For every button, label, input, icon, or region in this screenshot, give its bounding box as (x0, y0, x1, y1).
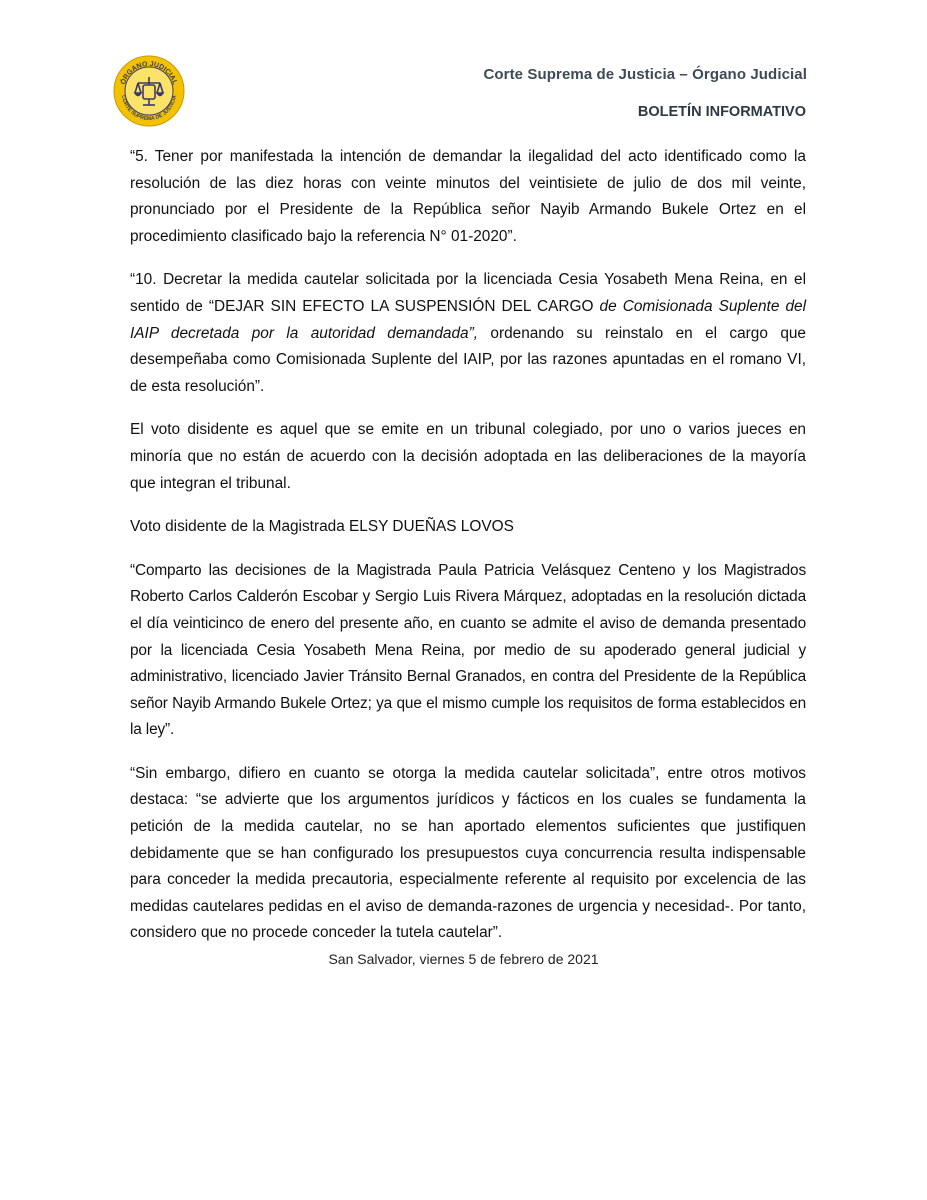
seal-text-top: ÓRGANO JUDICIAL (119, 60, 179, 86)
paragraph-dissenting-vote-title: Voto disidente de la Magistrada ELSY DUEÑAS LOVOS (130, 518, 514, 536)
paragraph-dissenting-definition: El voto disidente es aquel que se emite en un tribunal colegiado, por uno o varios jueces en minoría que no están de acuerdo con la decisión adoptada en las deliberaciones de la mayoría que integran el tribunal. (130, 421, 806, 492)
paragraph-dissenting-reasons: “Sin embargo, difiero en cuanto se otorga la medida cautelar solicitada”, entre otros motivos destaca: “se advierte que los argumentos jurídicos y fácticos en los cuales se fundamenta la petición de la medida cautelar, no se han aportado elementos suficientes que justifiquen debidamente que se han configurado los presupuestos cuya concurrencia resulta indispensable para conceder la medida precautoria, especialmente referente al requisito por excelencia de las medidas cautelares pedidas en el aviso de demanda-razones de urgencia y necesidad-. Por tanto, considero que no procede conceder la tutela cautelar”. (130, 764, 806, 942)
paragraph-dissenting-agreement: “Comparto las decisiones de la Magistrada Paula Patricia Velásquez Centeno y los Magistrados Roberto Carlos Calderón Escobar y Sergio Luis Rivera Márquez, adoptadas en la resolución dictada el día veinticinco de enero del presente año, en cuanto se admite el aviso de demanda presentado por la licenciada Cesia Yosabeth Mena Reina, por medio de su apoderado general judicial y administrativo, licenciado Javier Tránsito Bernal Granados, en contra del Presidente de la República señor Nayib Armando Bukele Ortez; ya que el mismo cumple los requisitos de forma establecidos en la ley”. (130, 561, 806, 739)
organization-name: Corte Suprema de Justicia – Órgano Judicial (483, 66, 807, 83)
seal-text-bottom: CORTE SUPREMA DE JUSTICIA (120, 94, 178, 122)
paragraph-resolution-10 (130, 267, 806, 400)
footer-place-date: San Salvador, viernes 5 de febrero de 2021 (328, 951, 599, 967)
court-seal-logo (113, 55, 185, 127)
page-header (0, 0, 927, 130)
paragraph-resolution-5: “5. Tener por manifestada la intención de demandar la ilegalidad del acto identificado como la resolución de las diez horas con veinte minutos del veintisiete de julio de dos mil veinte, pronunciado por el Presidente de la República señor Nayib Armando Bukele Ortez en el procedimiento clasificado bajo la referencia N° 01-2020”. (130, 148, 806, 245)
paragraph-resolution-10-start: “10. Decretar la medida cautelar solicitada por la licenciada Cesia Yosabeth Mena Reina, en el sentido de “DEJAR SIN EFECTO LA SUSPENSIÓN DEL CARGO (130, 271, 806, 315)
bulletin-body (130, 144, 806, 964)
paragraph-resolution-10-italic: de Comisionada Suplente del IAIP decretada por la autoridad demandada”, (130, 297, 807, 342)
paragraph-resolution-10-end: ordenando su reinstalo en el cargo que desempeñaba como Comisionada Suplente del IAIP, por las razones apuntadas en el romano VI, de esta resolución”. (130, 324, 806, 395)
bulletin-title: BOLETÍN INFORMATIVO (637, 104, 806, 120)
